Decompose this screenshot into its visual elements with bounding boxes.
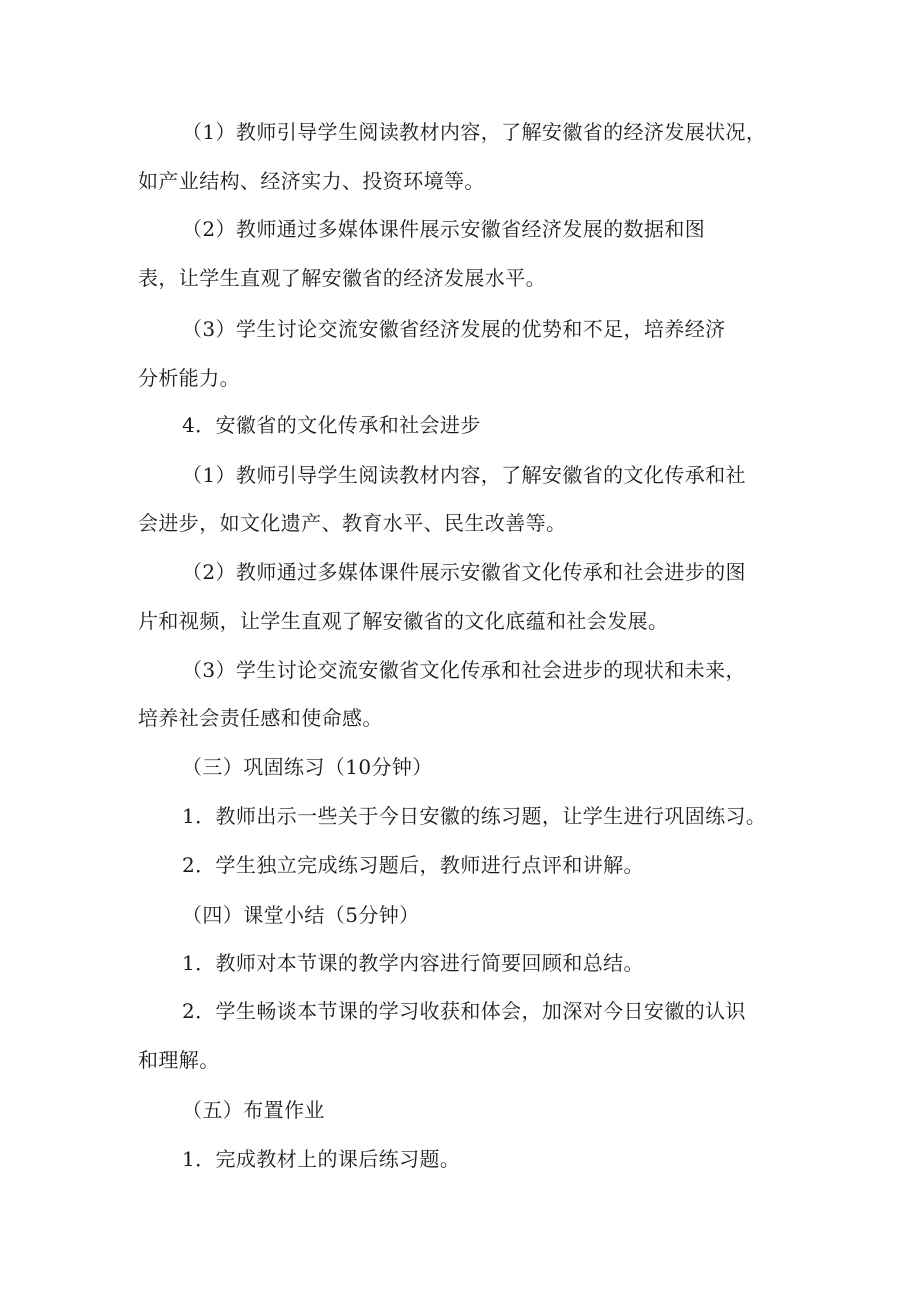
section-heading: （三）巩固练习（10分钟） <box>182 755 433 779</box>
text-line: （3）学生讨论交流安徽省文化传承和社会进步的现状和未来， <box>182 658 746 682</box>
text-line: 会进步，如文化遗产、教育水平、民生改善等。 <box>138 511 567 535</box>
text-line: （3）学生讨论交流安徽省经济发展的优势和不足，培养经济 <box>182 317 726 341</box>
text-line: 2．学生独立完成练习题后，教师进行点评和讲解。 <box>182 853 644 877</box>
section-heading: 4．安徽省的文化传承和社会进步 <box>182 413 481 437</box>
text-line: 2．学生畅谈本节课的学习收获和体会，加深对今日安徽的认识 <box>182 999 746 1023</box>
text-line: 和理解。 <box>138 1048 220 1072</box>
text-line: 如产业结构、经济实力、投资环境等。 <box>138 169 485 193</box>
text-line: 1．完成教材上的课后练习题。 <box>182 1147 461 1171</box>
text-line: 1．教师出示一些关于今日安徽的练习题，让学生进行巩固练习。 <box>182 804 767 828</box>
text-line: 培养社会责任感和使命感。 <box>138 706 383 730</box>
text-line: （1）教师引导学生阅读教材内容，了解安徽省的经济发展状况， <box>182 120 767 144</box>
section-heading: （四）课堂小结（5分钟） <box>182 903 420 927</box>
text-line: 分析能力。 <box>138 366 240 390</box>
text-line: 1．教师对本节课的教学内容进行简要回顾和总结。 <box>182 951 644 975</box>
section-heading: （五）布置作业 <box>182 1098 325 1122</box>
text-line: （2）教师通过多媒体课件展示安徽省文化传承和社会进步的图 <box>182 560 746 584</box>
text-line: 表，让学生直观了解安徽省的经济发展水平。 <box>138 266 546 290</box>
text-line: 片和视频，让学生直观了解安徽省的文化底蕴和社会发展。 <box>138 609 669 633</box>
text-line: （2）教师通过多媒体课件展示安徽省经济发展的数据和图 <box>182 217 706 241</box>
text-line: （1）教师引导学生阅读教材内容，了解安徽省的文化传承和社 <box>182 463 746 487</box>
